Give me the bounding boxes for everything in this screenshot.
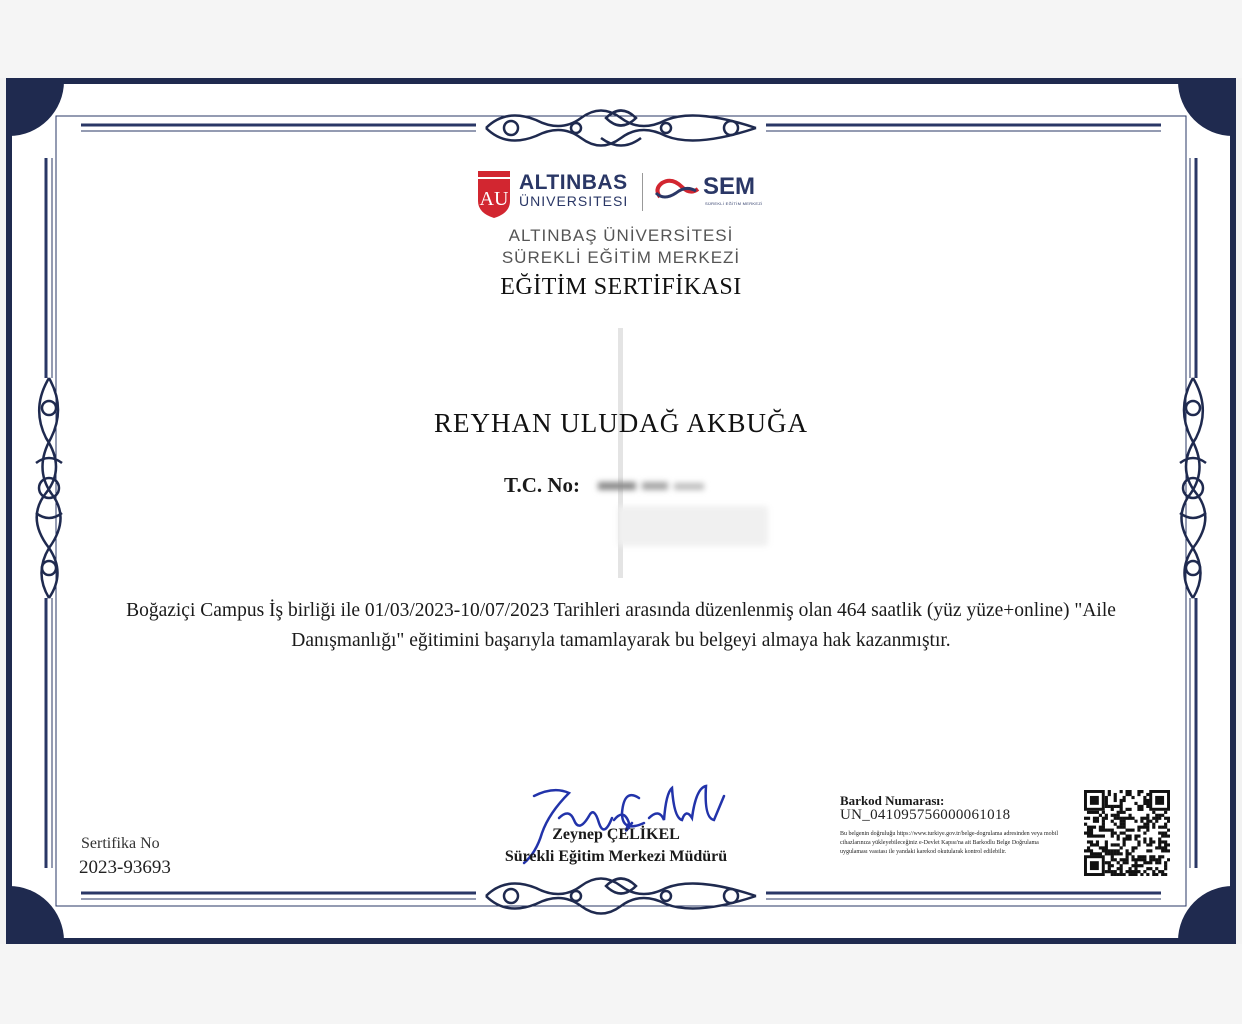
top-margin — [0, 0, 1242, 78]
sem-swirl-icon — [652, 177, 702, 203]
certificate-body: Boğaziçi Campus İş birliği ile 01/03/2023-10/07/2023 Tarihleri arasında düzenlenmiş olan 464 saatlik (yüz yüze+online) "Aile Danışmanlığı" eğitimini başarıyla tamamlayarak bu belgeyi almaya hak kazanmıştır. — [126, 600, 1116, 651]
certificate-title: EĞİTİM SERTİFİKASI — [500, 274, 742, 300]
sem-name: SEM — [703, 173, 756, 200]
recipient-name: REYHAN ULUDAĞ AKBUĞA — [434, 408, 808, 438]
qr-finder-pattern — [1090, 861, 1099, 870]
certificate-no: 2023-93693 — [79, 857, 171, 878]
barcode-label: Barkod Numarası: — [840, 793, 945, 808]
qr-finder-pattern — [1155, 796, 1164, 805]
bottom-ornament — [486, 879, 756, 914]
logo-divider — [642, 173, 643, 211]
redaction-smudge — [618, 506, 768, 546]
barcode-note: Bu belgenin doğruluğu https://www.turkiye.gov.tr/belge-dogrulama adresinden veya mobil cihazlarınıza yükleyebileceğiniz e-Devlet Kapısı'na ait Barkodlu Belge Doğrulama uygulaması vasıtası ile yandaki karekod okutularak kontrol edilebilir. — [840, 831, 1059, 855]
qr-code — [1084, 790, 1170, 876]
center-name: SÜREKLİ EĞİTİM MERKEZİ — [501, 248, 741, 267]
brand-subtitle: ÜNIVERSITESI — [519, 193, 629, 209]
signatory-title: Sürekli Eğitim Merkezi Müdürü — [504, 848, 728, 865]
svg-text:AU: AU — [479, 188, 509, 210]
sem-subtitle: SÜREKLİ EĞİTİM MERKEZİ — [705, 201, 763, 206]
id-label: T.C. No: — [504, 473, 581, 497]
logo-row — [476, 171, 776, 221]
certificate — [6, 78, 1236, 944]
bottom-margin — [0, 944, 1242, 1024]
qr-finder-pattern — [1090, 796, 1099, 805]
redacted-id — [598, 480, 713, 492]
certificate-no-label: Sertifika No — [81, 835, 160, 852]
university-shield-logo — [476, 171, 512, 219]
brand-name: ALTINBAS — [519, 171, 628, 194]
university-name: ALTINBAŞ ÜNİVERSİTESİ — [508, 226, 734, 245]
signatory-name: Zeynep ÇELİKEL — [552, 826, 680, 843]
barcode-number: UN_041095756000061018 — [840, 807, 1011, 823]
